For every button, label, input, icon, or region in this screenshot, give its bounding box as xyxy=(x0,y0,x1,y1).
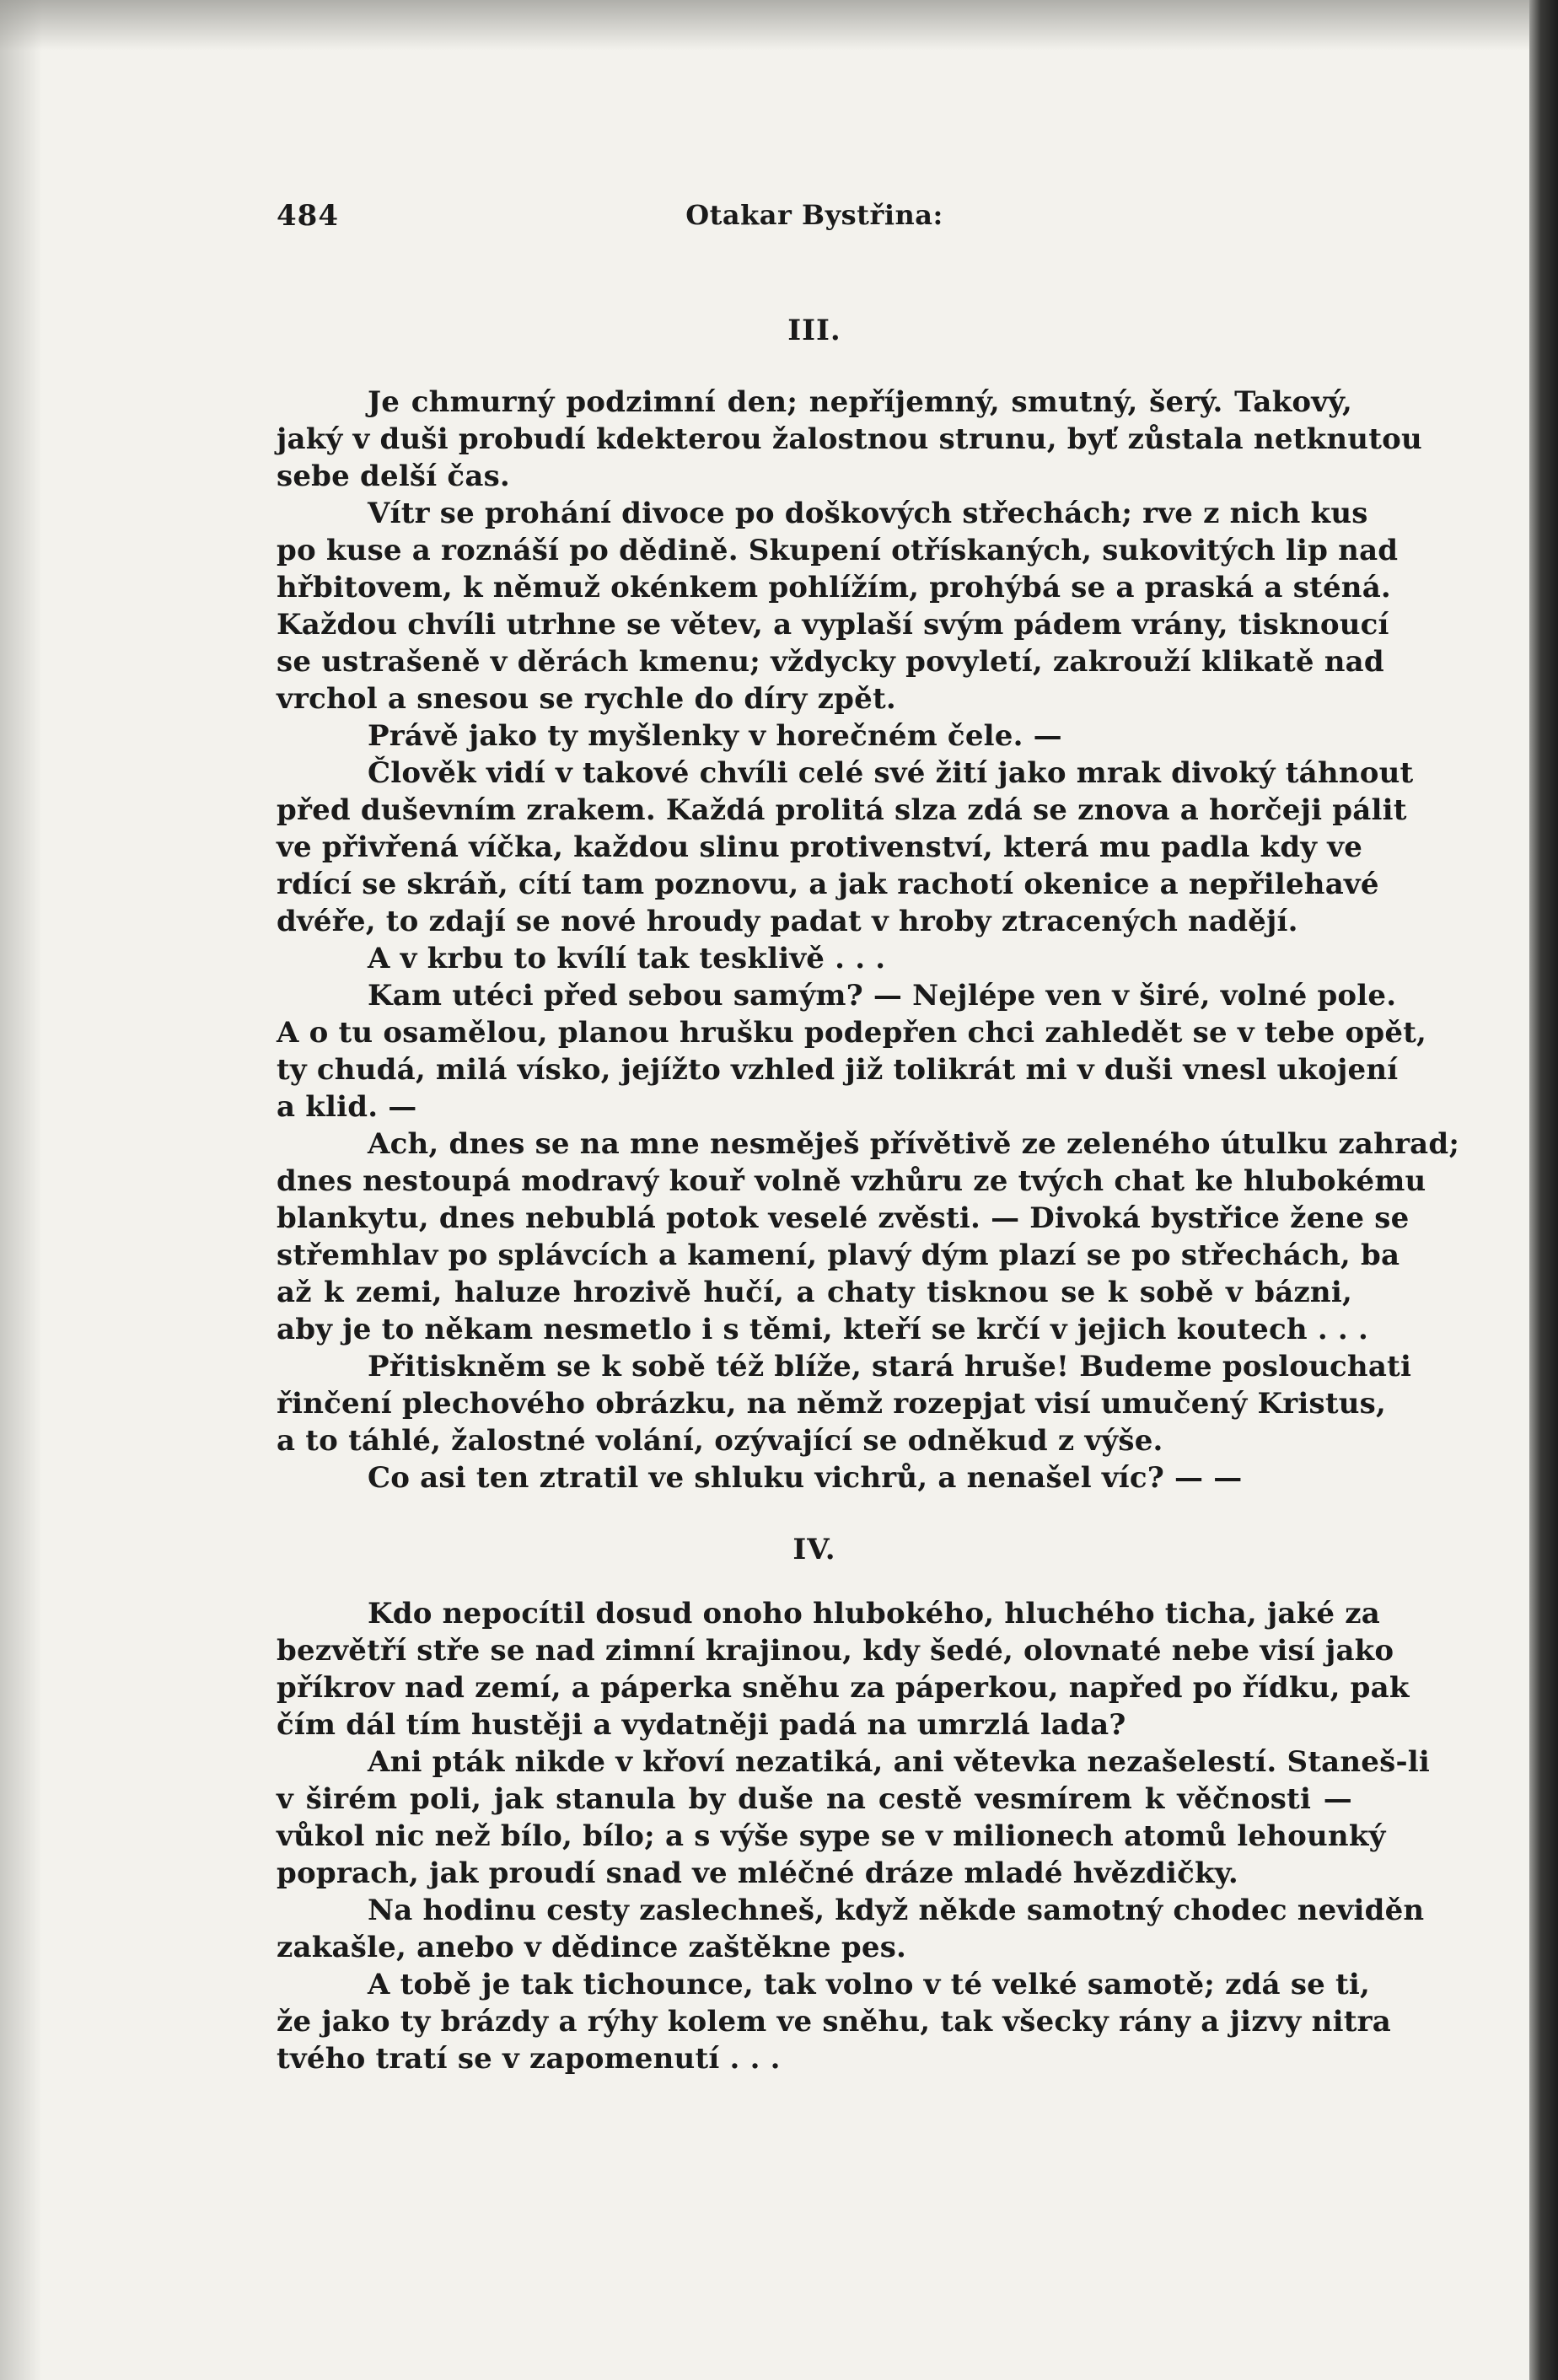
text-line: a klid. — xyxy=(277,1090,417,1124)
text-line: Ach, dnes se na mne nesměješ přívětivě ze zeleného útulku zahrad; xyxy=(368,1127,1460,1161)
text-line: sebe delší čas. xyxy=(277,459,510,493)
text-line: A tobě je tak tichounce, tak volno v té velké samotě; zdá se ti, xyxy=(368,1968,1371,2001)
text-line: Právě jako ty myšlenky v horečném čele. — xyxy=(368,719,1062,753)
text-line: A v krbu to kvílí tak tesklivě . . . xyxy=(368,942,886,975)
text-line: hřbitovem, k němuž okénkem pohlížím, prohýbá se a praská a sténá. xyxy=(277,571,1391,604)
text-line: ty chudá, milá vísko, jejížto vzhled již tolikrát mi v duši vnesl ukojení xyxy=(277,1053,1399,1087)
text-line: Kam utéci před sebou samým? — Nejlépe ven v širé, volné pole. xyxy=(368,979,1397,1013)
top-shadow xyxy=(0,0,1558,51)
text-line: Je chmurný podzimní den; nepříjemný, smutný, šerý. Takový, xyxy=(368,385,1352,419)
text-line: řinčení plechového obrázku, na němž rozepjat visí umučený Kristus, xyxy=(277,1387,1387,1421)
text-line: Vítr se prohání divoce po doškových střechách; rve z nich kus xyxy=(368,497,1368,530)
text-line: a to táhlé, žalostné volání, ozývající se odněkud z výše. xyxy=(277,1424,1163,1458)
text-line: blankytu, dnes nebublá potok veselé zvěsti. — Divoká bystřice žene se xyxy=(277,1201,1410,1235)
section-heading-iii: III. xyxy=(787,314,841,347)
text-line: Člověk vidí v takové chvíli celé své žití jako mrak divoký táhnout xyxy=(368,756,1414,790)
text-line: Co asi ten ztratil ve shluku vichrů, a nenašel víc? — — xyxy=(368,1461,1243,1495)
text-line: Přitiskněm se k sobě též blíže, stará hruše! Budeme poslouchati xyxy=(368,1350,1412,1383)
text-line: dvéře, to zdají se nové hroudy padat v hroby ztracených nadějí. xyxy=(277,905,1298,938)
text-line: před duševním zrakem. Každá prolitá slza zdá se znova a horčeji pálit xyxy=(277,793,1407,827)
text-line: se ustrašeně v děrách kmenu; vždycky povyletí, zakrouží klikatě nad xyxy=(277,645,1384,679)
text-line: Kdo nepocítil dosud onoho hlubokého, hluchého ticha, jaké za xyxy=(368,1597,1381,1631)
text-line: že jako ty brázdy a rýhy kolem ve sněhu, tak všecky rány a jizvy nitra xyxy=(277,2005,1391,2039)
text-line: tvého tratí se v zapomenutí . . . xyxy=(277,2042,781,2076)
page-header xyxy=(277,199,1352,236)
text-line: rdící se skráň, cítí tam poznovu, a jak rachotí okenice a nepřilehavé xyxy=(277,868,1379,901)
text-line: poprach, jak proudí snad ve mléčné dráze mladé hvězdičky. xyxy=(277,1856,1238,1890)
text-line: střemhlav po splávcích a kamení, plavý dým plazí se po střechách, ba xyxy=(277,1238,1400,1272)
text-line: Každou chvíli utrhne se větev, a vyplaší svým pádem vrány, tisknoucí xyxy=(277,608,1389,642)
binding-edge xyxy=(1529,0,1558,2380)
left-shadow xyxy=(0,0,42,2380)
text-line: A o tu osamělou, planou hrušku podepřen chci zahledět se v tebe opět, xyxy=(277,1016,1427,1050)
text-line: čím dál tím hustěji a vydatněji padá na umrzlá lada? xyxy=(277,1708,1126,1742)
text-line: Na hodinu cesty zaslechneš, když někde samotný chodec neviděn xyxy=(368,1894,1425,1927)
text-line: v širém poli, jak stanula by duše na cestě vesmírem k věčnosti — xyxy=(277,1782,1352,1816)
text-line: po kuse a roznáší po dědině. Skupení otřískaných, sukovitých lip nad xyxy=(277,534,1399,567)
text-line: vůkol nic než bílo, bílo; a s výše sype se v milionech atomů lehounký xyxy=(277,1819,1386,1853)
text-line: dnes nestoupá modravý kouř volně vzhůru ze tvých chat ke hlubokému xyxy=(277,1164,1426,1198)
running-title: Otakar Bystřina: xyxy=(685,199,943,231)
section-iii-text xyxy=(277,384,1460,1496)
text-line: příkrov nad zemí, a páperka sněhu za páperkou, napřed po řídku, pak xyxy=(277,1671,1410,1705)
text-line: aby je to někam nesmetlo i s těmi, kteří se krčí v jejich koutech . . . xyxy=(277,1313,1369,1346)
text-line: až k zemi, haluze hrozivě hučí, a chaty tisknou se k sobě v bázni, xyxy=(277,1276,1352,1309)
text-line: Ani pták nikde v křoví nezatiká, ani větevka nezašelestí. Staneš-li xyxy=(368,1745,1430,1779)
page-number: 484 xyxy=(277,199,339,233)
text-line: vrchol a snesou se rychle do díry zpět. xyxy=(277,682,896,716)
text-line: zakašle, anebo v dědince zaštěkne pes. xyxy=(277,1931,907,1964)
text-line: jaký v duši probudí kdekterou žalostnou strunu, byť zůstala netknutou xyxy=(277,422,1422,456)
text-line: ve přivřená víčka, každou slinu protivenství, která mu padla kdy ve xyxy=(277,830,1363,864)
section-heading-iv: IV. xyxy=(792,1533,836,1566)
text-line: bezvětří stře se nad zimní krajinou, kdy šedé, olovnaté nebe visí jako xyxy=(277,1634,1394,1668)
section-iv-text xyxy=(277,1595,1430,2077)
